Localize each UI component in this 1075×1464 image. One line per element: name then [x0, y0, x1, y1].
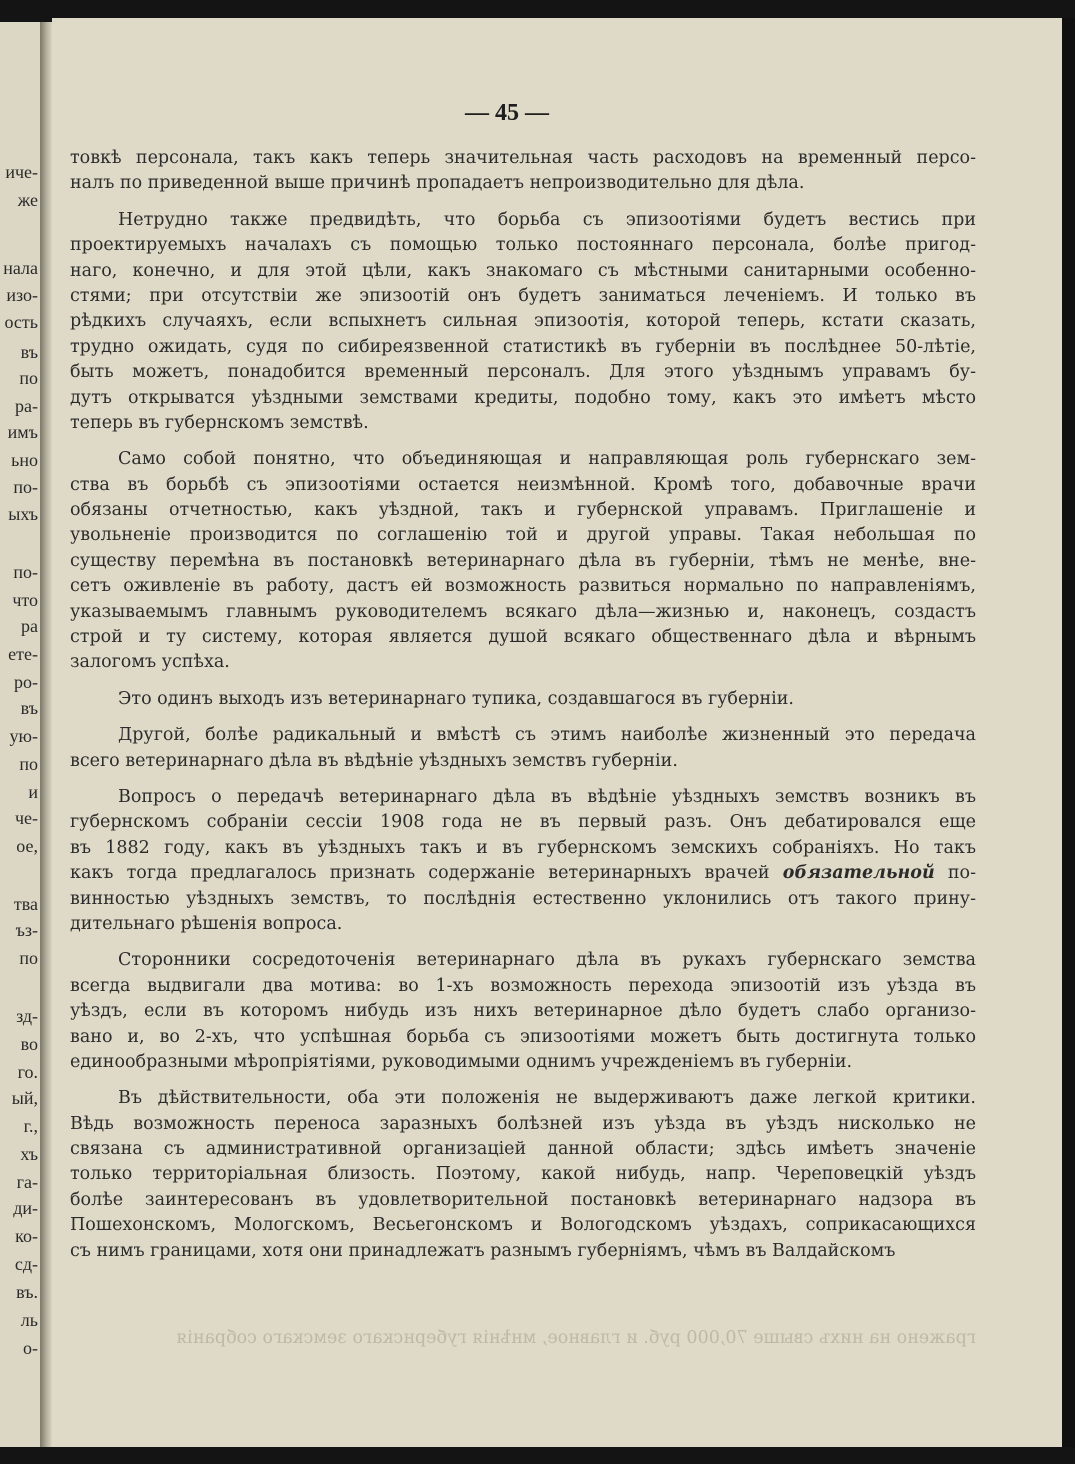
- left-page-fragment: ьно: [11, 450, 38, 470]
- text-line: Пошехонскомъ, Мологскомъ, Весьегонскомъ и Вологодскомъ уѣздахъ, соприкасающихся: [70, 1215, 976, 1236]
- text-line: строй и ту систему, которая является душой всякаго общественнаго дѣла и вѣрнымъ: [70, 627, 976, 648]
- left-page-fragment: въ.: [16, 1282, 38, 1302]
- left-page-fragment: ую-: [9, 726, 38, 746]
- text-line: Сторонники сосредоточенія ветеринарнаго дѣла въ рукахъ губернскаго земства: [118, 950, 976, 971]
- left-page-fragment: о-: [23, 1338, 38, 1358]
- paragraph: [70, 1086, 976, 1264]
- text-line: какъ тогда предлагалось признать содержаніе ветеринарныхъ врачей обязательной по-: [70, 863, 976, 884]
- text-line: уѣздъ, если въ которомъ нибудь изъ нихъ ветеринарное дѣло будетъ слабо организо-: [70, 1001, 976, 1022]
- text-line: быть можетъ, понадобится временный персоналъ. Для этого уѣзднымъ управамъ бу-: [70, 362, 976, 383]
- text-line: Въ дѣйствительности, оба эти положенія не выдерживаютъ даже легкой критики.: [118, 1088, 976, 1109]
- left-page-fragment: имъ: [7, 422, 38, 442]
- left-page-fragment: по: [19, 754, 38, 774]
- text-line: товкѣ персонала, такъ какъ теперь значительная часть расходовъ на временный персо-: [70, 148, 976, 168]
- text-line: обязаны отчетностью, какъ уѣздной, такъ и губернской управамъ. Приглашеніе и: [70, 500, 976, 521]
- left-page-fragment: по-: [13, 562, 38, 582]
- paragraph: [70, 687, 976, 712]
- text-line: болѣе заинтересованъ въ удовлетворительной постановкѣ ветеринарнаго надзора въ: [70, 1189, 976, 1210]
- text-line: Само собой понятно, что объединяющая и направляющая роль губернскаго зем-: [118, 449, 976, 470]
- left-page-fragment: иче-: [5, 162, 38, 182]
- left-page-fragment: ро-: [14, 672, 38, 692]
- text-line: увольненіе производится по соглашенію той и другой управы. Такая небольшая по: [70, 525, 976, 546]
- paragraph: [70, 146, 976, 197]
- left-page-fragment: что: [12, 590, 38, 610]
- text-line: ства въ борьбѣ съ эпизоотіями остается неизмѣнной. Кромѣ того, добавочные врачи: [70, 474, 976, 495]
- left-page-fragment: ди-: [13, 1198, 38, 1218]
- bleed-through-text: гражено на нихъ свыше 70,000 руб. и главное, мнѣнія губернскаго земскаго собранія: [176, 1328, 976, 1348]
- left-page-fragment: нала: [3, 258, 38, 278]
- left-page-fragment: ый,: [11, 1088, 38, 1108]
- text-line: Вопросъ о передачѣ ветеринарнаго дѣла въ вѣдѣніе уѣздныхъ земствъ возникъ въ: [118, 786, 976, 807]
- text-line: вано и, во 2-хъ, что успѣшная борьба съ эпизоотіями можетъ быть достигнута только: [70, 1026, 976, 1047]
- text-line: трудно ожидать, судя по сибиреязвенной статистикѣ въ губерніи въ послѣднее 50-лѣтіе,: [70, 336, 976, 357]
- text-line: Вѣдь возможность переноса заразныхъ болѣзней изъ уѣзда въ уѣздъ нисколько не: [70, 1113, 976, 1134]
- left-page-fragment: ъз-: [15, 920, 38, 940]
- left-page-fragment: тва: [13, 894, 38, 914]
- text-line: стями; при отсутствіи же эпизоотій онъ будетъ заниматься леченіемъ. И только въ: [70, 285, 976, 306]
- text-line: только территоріальная близость. Поэтому, какой нибудь, напр. Череповецкій уѣздъ: [70, 1164, 976, 1185]
- left-page-fragment: ость: [4, 312, 38, 332]
- body-text: [70, 146, 976, 1264]
- left-page-fragment: въ: [20, 698, 38, 718]
- left-page-fragment: ое,: [16, 836, 38, 856]
- left-page-fragment: по: [19, 368, 38, 388]
- text-line: всегда выдвигали два мотива: во 1-хъ возможность перехода эпизоотій изъ уѣзда въ: [70, 975, 976, 996]
- left-page-fragment: сд-: [14, 1254, 38, 1274]
- left-page-fragment: по: [19, 948, 38, 968]
- text-line: наго, конечно, и для этой цѣли, какъ знакомаго съ мѣстными санитарными особенно-: [70, 260, 976, 281]
- text-line: всего ветеринарнаго дѣла въ вѣдѣніе уѣздныхъ земствъ губерніи.: [70, 750, 678, 771]
- paragraph: [70, 948, 976, 1075]
- text-line: теперь въ губернскомъ земствѣ.: [70, 412, 369, 433]
- paragraph: [70, 447, 976, 676]
- paragraph: [70, 785, 976, 937]
- text-line: винностью уѣздныхъ земствъ, то послѣднія естественно уклонились отъ такого прину-: [70, 888, 976, 909]
- text-line: Другой, болѣе радикальный и вмѣстѣ съ этимъ наиболѣе жизненный это передача: [118, 725, 976, 746]
- book-gutter: [40, 22, 52, 1447]
- left-page-fragment: во: [20, 1034, 38, 1054]
- right-border: [1062, 18, 1075, 1447]
- paragraph: [70, 208, 976, 437]
- text-line: единообразными мѣропріятіями, руководимыми однимъ учрежденіемъ въ губерніи.: [70, 1051, 853, 1072]
- text-line: Это одинъ выходъ изъ ветеринарнаго тупика, создавшагося въ губерніи.: [118, 688, 794, 709]
- left-page-fragment: и: [28, 782, 38, 802]
- left-page-fragment: ра: [21, 616, 38, 636]
- paragraph: [70, 723, 976, 774]
- left-page-fragment: ыхъ: [8, 504, 38, 524]
- text-line: проектируемыхъ началахъ съ помощью только постояннаго персонала, болѣе пригод-: [70, 235, 976, 256]
- left-page-fragment: же: [17, 190, 38, 210]
- left-page-fragment: изо-: [6, 285, 38, 305]
- left-page-edge: [0, 22, 40, 1447]
- left-page-fragment: хъ: [20, 1144, 38, 1164]
- left-page-fragment: ра-: [15, 396, 38, 416]
- left-page-fragment: ете-: [8, 644, 38, 664]
- left-page-fragment: ко-: [15, 1226, 38, 1246]
- left-page-fragment: зд-: [16, 1006, 38, 1026]
- text-line: связана съ административной организаціей данной области; здѣсь имѣетъ значеніе: [70, 1139, 976, 1160]
- emphasized-word: обязательной: [782, 863, 935, 884]
- text-line: дутъ открыватся уѣздными земствами кредиты, подобно тому, какъ это имѣетъ мѣсто: [70, 387, 976, 408]
- left-page-fragment: га-: [16, 1172, 38, 1192]
- text-line: съ нимъ границами, хотя они принадлежатъ разнымъ губерніямъ, чѣмъ въ Валдайскомъ: [70, 1240, 896, 1261]
- text-line: налъ по приведенной выше причинѣ пропадаетъ непроизводительно для дѣла.: [70, 173, 805, 194]
- text-line: существу перемѣна въ постановкѣ ветеринарнаго дѣла въ губерніи, тѣмъ не менѣе, вне-: [70, 550, 976, 571]
- left-page-fragment: че-: [14, 808, 38, 828]
- page-number: — 45 —: [465, 100, 549, 126]
- text-line: губернскомъ собраніи сессіи 1908 года не въ первый разъ. Онъ дебатировался еще: [70, 812, 976, 833]
- text-line: дительнаго рѣшенія вопроса.: [70, 913, 343, 934]
- left-page-fragment: по-: [13, 477, 38, 497]
- book-page: [52, 18, 1062, 1447]
- text-line: въ 1882 году, какъ въ уѣздныхъ такъ и въ губернскомъ земскихъ собраніяхъ. Но такъ: [70, 837, 976, 858]
- left-page-fragment: ль: [20, 1310, 38, 1330]
- left-page-fragment: го.: [17, 1062, 38, 1082]
- text-line: рѣдкихъ случаяхъ, если вспыхнетъ сильная эпизоотія, которой теперь, кстати сказать,: [70, 311, 976, 332]
- left-page-fragment: г.,: [23, 1116, 38, 1136]
- text-line: Нетрудно также предвидѣть, что борьба съ эпизоотіями будетъ вестись при: [118, 209, 976, 230]
- text-line: залогомъ успѣха.: [70, 652, 230, 673]
- text-line: сетъ оживленіе въ работу, дастъ ей возможность развиться нормально по направленіямъ,: [70, 576, 976, 597]
- text-line: указываемымъ главнымъ руководителемъ всякаго дѣла—жизнью и, наконецъ, создастъ: [70, 601, 976, 622]
- left-page-fragment: въ: [20, 342, 38, 362]
